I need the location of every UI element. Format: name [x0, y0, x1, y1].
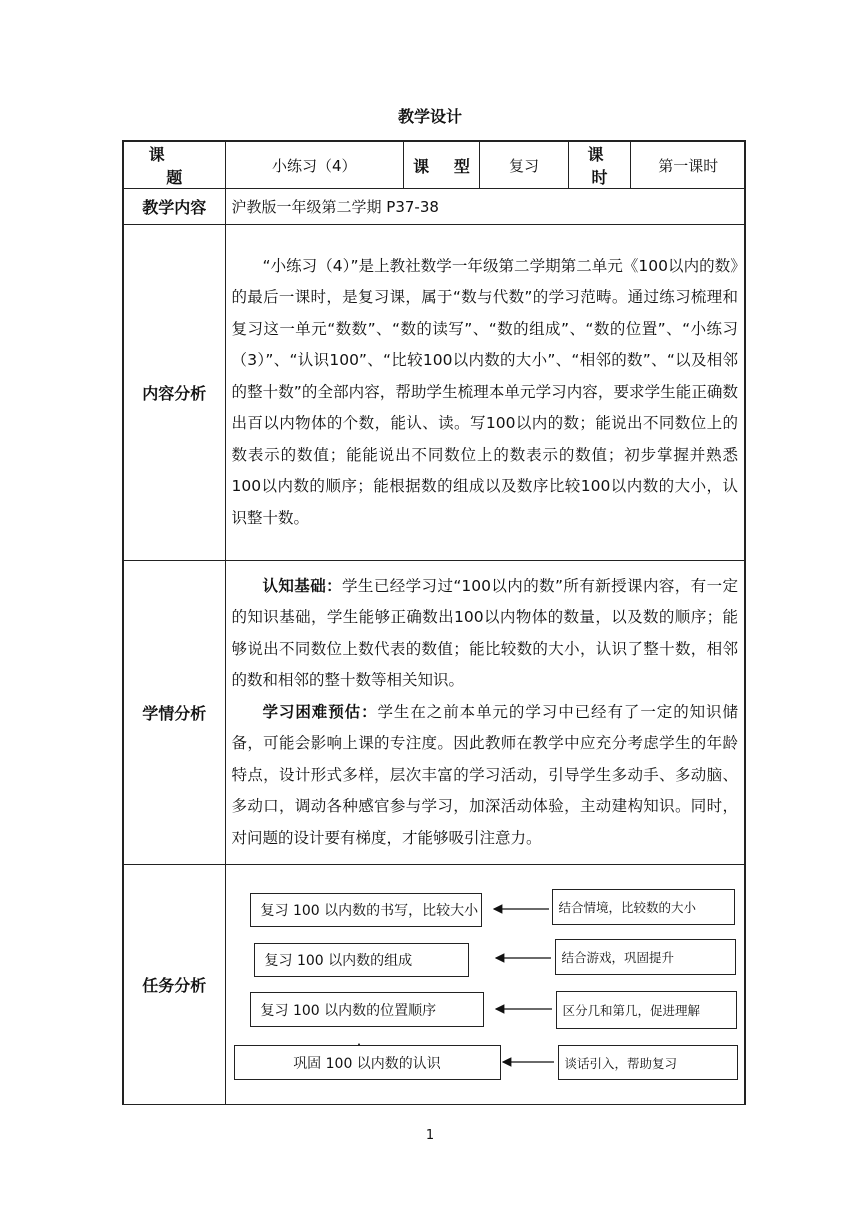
students-paragraph-2	[232, 697, 739, 855]
method-box-1: 结合情境，比较数的大小	[552, 889, 735, 925]
header-values	[225, 141, 745, 189]
students-p1-heading: 认知基础：	[262, 576, 343, 595]
analysis-row	[123, 225, 745, 561]
task-flow-diagram	[226, 865, 745, 1101]
students-p2-heading: 学习困难预估：	[262, 702, 378, 721]
content-label: 教学内容	[123, 189, 225, 225]
analysis-label: 内容分析	[123, 225, 225, 561]
document-title: 教学设计	[397, 107, 462, 126]
method-box-2: 结合游戏，巩固提升	[555, 939, 736, 975]
type-value: 复习	[480, 142, 569, 188]
type-label: 课 型	[404, 142, 480, 188]
content-row	[123, 189, 745, 225]
task-box-4: 巩固 100 以内数的认识	[234, 1045, 501, 1080]
task-box-1: 复习 100 以内数的书写，比较大小	[250, 893, 482, 927]
period-label: 课 时	[569, 142, 631, 188]
tasks-label: 任务分析	[123, 865, 225, 1105]
method-box-4: 谈话引入，帮助复习	[558, 1045, 738, 1080]
lesson-plan-table	[122, 140, 746, 1105]
students-row	[123, 561, 745, 865]
task-box-2: 复习 100 以内数的组成	[254, 943, 469, 977]
tasks-row	[123, 865, 745, 1105]
students-label: 学情分析	[123, 561, 225, 865]
students-paragraph-1	[232, 571, 739, 697]
method-box-3: 区分几和第几，促进理解	[556, 991, 737, 1029]
page-number: 1	[425, 1128, 435, 1143]
task-box-3: 复习 100 以内数的位置顺序	[250, 992, 484, 1027]
period-value: 第一课时	[631, 142, 746, 188]
header-row	[123, 141, 745, 189]
analysis-text-cell	[225, 225, 745, 561]
content-value: 沪教版一年级第二学期 P37-38	[225, 189, 745, 225]
students-text-cell	[225, 561, 745, 865]
topic-value: 小练习（4）	[271, 156, 357, 175]
analysis-text: “小练习（4）”是上教社数学一年级第二学期第二单元《100以内的数》的最后一课时，是复习课，属于“数与代数”的学习范畴。通过练习梳理和复习这一单元“数数”、“数的读写”、“数的组成”、“数的位置”、“小练习（3）”、“认识100”、“比较100以内数的大小”、“相邻的数”、“以及相邻的整十数”的全部内容，帮助学生梳理本单元学习内容，要求学生能正确数出百以内物体的个数，能认、读。写100以内的数；能说出不同数位上的数表示的数值；能能说出不同数位上的数表示的数值；初步掌握并熟悉100以内数的顺序；能根据数的组成以及数序比较100以内数的大小，认识整十数。	[231, 256, 738, 527]
topic-label: 课 题	[123, 141, 225, 189]
students-p1-text: 学生已经学习过“100以内的数”所有新授课内容，有一定的知识基础，学生能够正确数出100以内物体的数量，以及数的顺序；能够说出不同数位上数代表的数值；能比较数的大小，认识了整十数，相邻的数和相邻的整十数等相关知识。	[231, 576, 738, 690]
students-p2-text: 学生在之前本单元的学习中已经有了一定的知识储备，可能会影响上课的专注度。因此教师在教学中应充分考虑学生的年龄特点，设计形式多样，层次丰富的学习活动，引导学生多动手、多动脑、多动口，调动各种感官参与学习，加深活动体验，主动建构知识。同时，对问题的设计要有梯度，才能够吸引注意力。	[231, 702, 738, 847]
tasks-diagram-cell	[225, 865, 745, 1105]
